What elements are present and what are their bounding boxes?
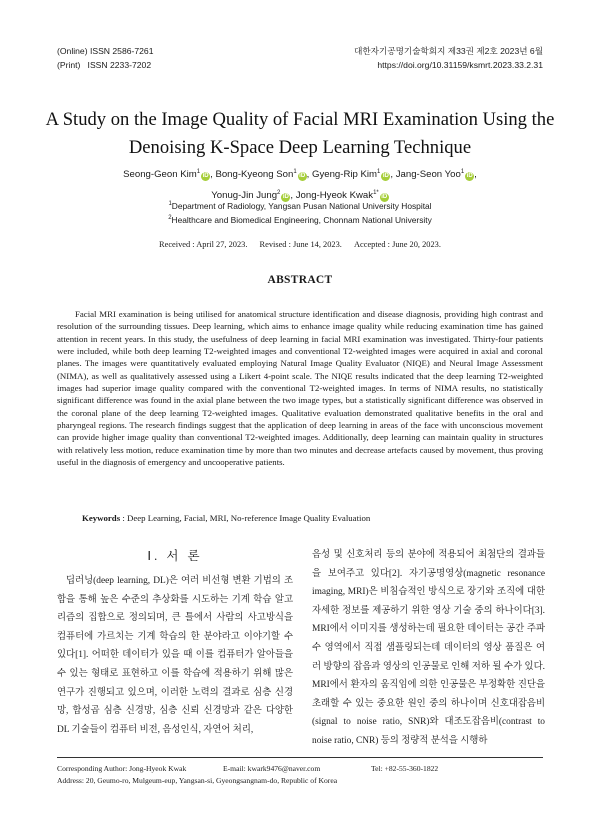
orcid-icon[interactable]: iD xyxy=(381,194,388,201)
affiliation-item xyxy=(60,198,540,212)
orcid-icon[interactable]: iD xyxy=(282,194,289,201)
body-right-column xyxy=(312,546,545,751)
author-affiliation-mark: 1 xyxy=(196,169,201,175)
author-affiliation-mark: 2 xyxy=(277,190,281,197)
abstract-text: Facial MRI examination is being utilised for anatomical structure identification and disease diagnosis, providing high contrast and resolution of the surrounding tissues. Deep learning, which aims to enhance image quality while reducing examination time has gained attention in recent years. In this study, the usefulness of deep learning in facial MRI examination was investigated. Thirty-four patients were included, while both deep learning T2-weighted images and conventional T2-weighted images were acquired in axial and coronal planes. The images were quantitatively evaluated employing Natural Image Quality Evaluator (NIQE) and Neural Image Assessment (NIMA), as well as qualitatively assessed using a Likert 4-point scale. The NIQE results indicated that the deep learning T2-weighted images had superior image quality compared with the conventional T2-weighted images. In terms of NIMA results, no statistically significant difference was found in the axial plane between the two image types, but a statistically significant difference was observed in the coronal plane of the deep learning T2-weighted images. Qualitative evaluation demonstrated qualitative benefits in the oral and pharyngeal regions. The research findings suggest that the application of deep learning in areas of the face with unconscious movement can provide higher image quality than conventional T2-weighted images. Additionally, deep learning can maintain quality in structures with relatively less motion, reduce examination time by more than two minutes and decrease artefacts caused by movement, thus proving useful in the diagnosis of emergency and uncooperative patients. xyxy=(57,309,543,468)
journal-name: 대한자기공명기술학회지 제33권 제2호 2023년 6월 xyxy=(354,46,543,56)
keywords-label: Keywords xyxy=(82,513,121,523)
orcid-icon[interactable]: iD xyxy=(202,173,209,180)
title-line-2: Denoising K-Space Deep Learning Technique xyxy=(128,137,472,158)
revised-date: Revised : June 14, 2023. xyxy=(259,240,342,249)
author-name: Jong-Hyeok Kwak xyxy=(295,190,374,202)
affiliation-item xyxy=(60,212,540,226)
author-name: Jang-Seon Yoo xyxy=(395,169,461,181)
author-name: Bong-Kyeong Son xyxy=(215,169,294,181)
body-paragraph-left: 딥러닝(deep learning, DL)은 여러 비선형 변환 기법의 조합을 통해 높은 수준의 추상화를 시도하는 기계 학습 알고리즘의 집합으로 정의되며, 큰 틀에서 사람의 사고방식을 컴퓨터에 가르치는 기계 학습의 한 분야라고 이야기할 수 있다[1]. 어떠한 데이터가 있을 때 이를 컴퓨터가 알아들을 수 있는 형태로 표현하고 이를 학습에 적용하기 위해 많은 연구가 진행되고 있으며, 이러한 노력의 결과로 심층 신경망, 합성곱 심층 신경망, 심층 신뢰 신경망과 같은 다양한 DL 기술들이 컴퓨터 비전, 음성인식, 자연어 처리, xyxy=(57,576,293,735)
orcid-icon[interactable]: iD xyxy=(382,173,389,180)
affiliation-text: Healthcare and Biomedical Engineering, Chonnam National University xyxy=(171,215,432,226)
corresponding-author: Corresponding Author: Jong-Hyeok Kwak xyxy=(57,764,187,773)
title-line-1: A Study on the Image Quality of Facial MRI Examination Using the xyxy=(45,109,555,130)
affiliation-list xyxy=(60,198,540,227)
accepted-date: Accepted : June 20, 2023. xyxy=(353,240,441,249)
body-paragraph-right: 음성 및 신호처리 등의 분야에 적용되어 최첨단의 결과들을 보여주고 있다[2]. 자기공명영상(magnetic resonance imaging, MRI)은 비침습적인 방식으로 장기와 조직에 대한 자세한 정보를 제공하기 위한 영상 기술 중의 하나이다[3]. MRI에서 이미지를 생성하는데 필요한 데이터는 공간 주파수 영역에서 직접 샘플링되는데 데이터의 영상 품질은 여러 방향의 잡음과 영상의 인공물로 인해 저하 될 수가 있다. MRI에서 환자의 움직임에 의한 인공물은 부정확한 진단을 초래할 수 있는 중요한 원인 중의 하나이며 신호대잡음비(signal to noise ratio, SNR)와 대조도잡음비(contrast to noise ratio, CNR) 등의 정량적 분석을 시행하 xyxy=(312,550,545,746)
author-affiliation-mark: 1* xyxy=(373,190,379,197)
affiliation-number: 1 xyxy=(168,201,172,207)
orcid-icon[interactable]: iD xyxy=(466,173,473,180)
submission-dates xyxy=(60,239,540,251)
author-name: Seong-Geon Kim xyxy=(123,169,197,181)
author-name: Yonug-Jin Jung xyxy=(211,190,278,202)
author-address: Address: 20, Geumo-ro, Mulgeum-eup, Yangsan-si, Gyeongsangnam-do, Republic of Korea xyxy=(57,776,338,785)
issn-online: (Online) ISSN 2586-7261 xyxy=(57,46,154,56)
issn-print: (Print) ISSN 2233-7202 xyxy=(57,60,152,70)
author-line-1: Seong-Geon Kim$^1$iD , Bong-Kyeong Son$^1$iD , Gyeng-Rip Kim$^1$iD , Jang-Seon Yoo$^1$iD , xyxy=(123,169,477,181)
section-heading-introduction: Ⅰ. 서 론 xyxy=(147,549,203,563)
author-line-2: Yonug-Jin Jung$^2$iD , Jong-Hyeok Kwak$^{1*}$iD xyxy=(211,190,388,202)
author-email[interactable]: E-mail: kwark9476@naver.com xyxy=(223,764,321,773)
affiliation-number: 2 xyxy=(168,215,172,222)
paper-title xyxy=(30,106,570,162)
journal-block xyxy=(354,44,543,72)
received-date: Received : April 27, 2023. xyxy=(159,240,248,249)
abstract-heading: ABSTRACT xyxy=(267,274,333,286)
affiliation-text: Department of Radiology, Yangsan Pusan National University Hospital xyxy=(171,200,432,211)
orcid-icon[interactable]: iD xyxy=(299,173,306,180)
author-name: Gyeng-Rip Kim xyxy=(312,169,378,181)
doi-link[interactable]: https://doi.org/10.31159/ksmrt.2023.33.2.31 xyxy=(377,60,543,70)
footer-divider xyxy=(57,757,543,758)
keywords xyxy=(82,512,542,524)
body-left-column xyxy=(57,546,293,739)
keywords-text: : Deep Learning, Facial, MRI, No-reference Image Quality Evaluation xyxy=(122,513,371,523)
author-affiliation-mark: 1 xyxy=(377,169,381,175)
author-affiliation-mark: 1 xyxy=(293,169,297,175)
issn-block xyxy=(57,44,154,72)
author-phone: Tel: +82-55-360-1822 xyxy=(371,764,439,773)
author-affiliation-mark: 1 xyxy=(460,169,465,175)
